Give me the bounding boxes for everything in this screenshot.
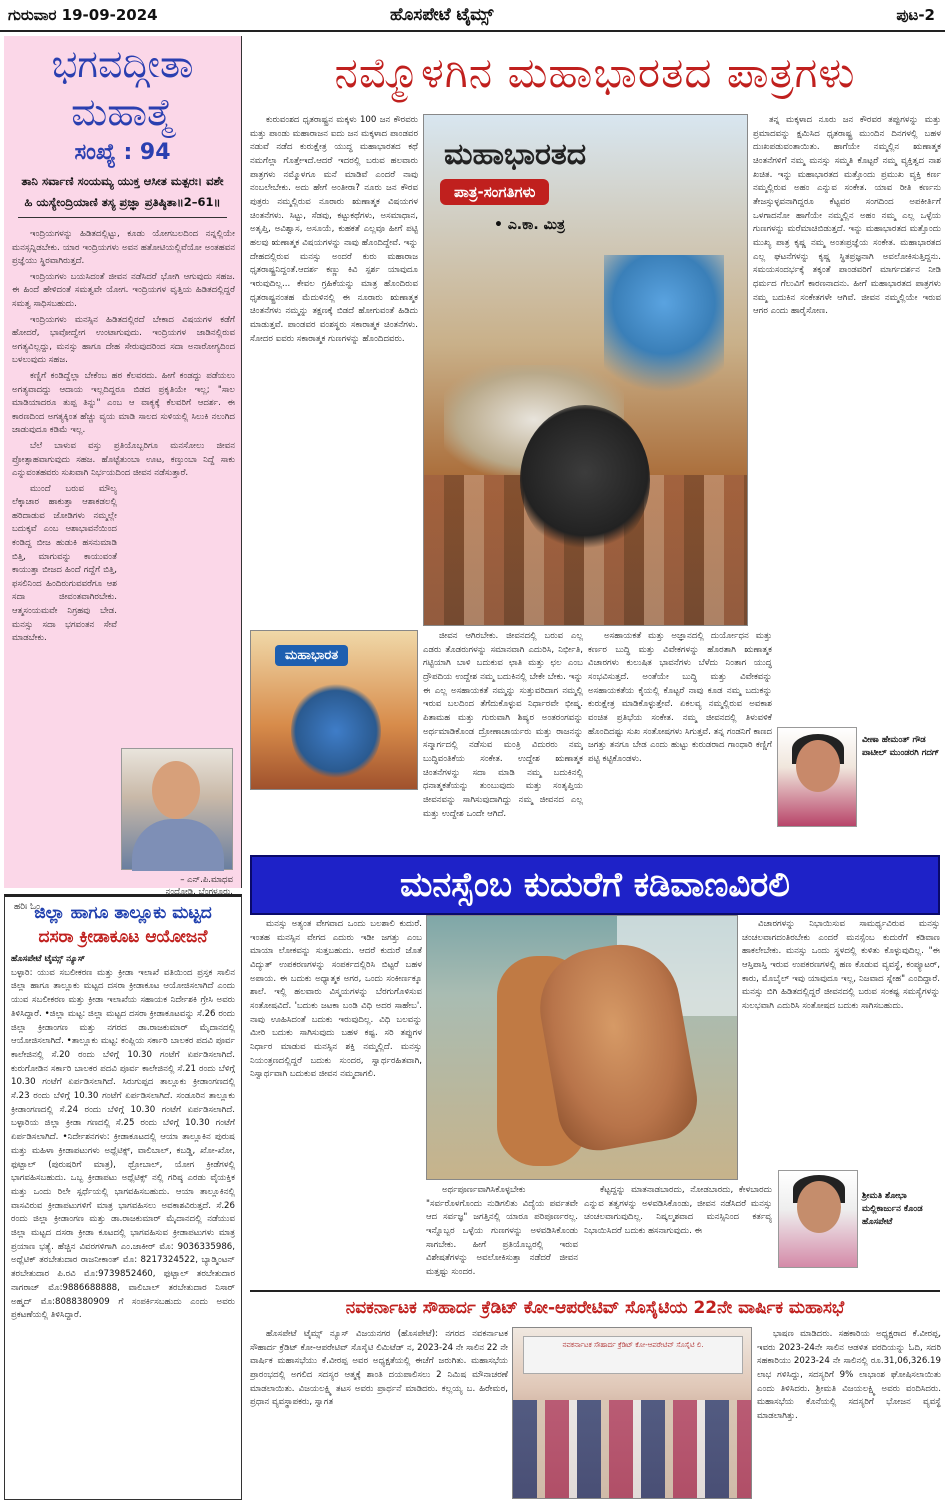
dasara-headline-line1: ಜಿಲ್ಲಾ ಹಾಗೂ ತಾಲ್ಲೂಕು ಮಟ್ಟದ: [34, 903, 212, 923]
article3-headline: ನವಕರ್ನಾಟಕ ಸೌಹಾರ್ದ ಕ್ರೆಡಿಟ್ ಕೋ-ಆಪರೇಟಿವ್ ಸೊಸೈಟಿಯ 22ನೇ ವಾರ್ಷಿಕ ಮಹಾಸಭೆ: [250, 1290, 940, 1322]
author-name-veena: ವೀಣಾ ಹೇಮಂತ್ ಗೌಡ ಪಾಟೀಲ್ ಮುಂಡರಗಿ ಗದಗ್: [862, 735, 940, 758]
book-author: • ಎ.ಕಾ. ಮಿತ್ರ: [494, 217, 565, 233]
dasara-article: [4, 894, 242, 1500]
gita-paragraph: ಇಂದ್ರಿಯಗಳು ಮನಸ್ಸಿನ ಹಿಡಿತದಲ್ಲಿರದೆ ಬೇಕಾದ ವಿಷಯಗಳ ಕಡೆಗೆ ಹೋದರೆ, ಭಾವೋದ್ವೇಗ ಉಂಟಾಗುವುದು. ಇಂದ್ರಿಯಗಳ ಜಾಡಿನಲ್ಲಿರುವ ಅಗತ್ಯವಿಲ್ಲದ್ದು, ಮನಸ್ಸು ಹಾಗೂ ದೇಹ ಸೇರುವುದರಿಂದ ಸದಾ ಅನಾರೋಗ್ಯದಿಂದ ಬಳಲುವುದು ಸಹಜ.: [12, 314, 235, 366]
article1-col1-text: ಕುರುವಂಶದ ಧೃತರಾಷ್ಟ್ರನ ಮಕ್ಕಳು 100 ಜನ ಕೌರವರು ಮತ್ತು ಪಾಂಡು ಮಹಾರಾಜನ ಐದು ಜನ ಮಕ್ಕಳಾದ ಪಾಂಡವರ ನಡುವೆ ನಡೆದ ಕುರುಕ್ಷೇತ್ರ ಯುದ್ಧ ಮಹಾಭಾರತದ ಕಥೆ ನಮಗೆಲ್ಲಾ ಗೊತ್ತೇಇದೆ.ಆದರೆ ಇದರಲ್ಲಿ ಬರುವ ಹಲವಾರು ಪಾತ್ರಗಳು ನಮ್ಮೊಳಗೂ ಮನೆ ಮಾಡಿವೆ ಎಂದರೆ ನಾವು ನಂಬಲೇಬೇಕು. ಅದು ಹೇಗೆ ಅಂತೀರಾ? ನೂರು ಜನ ಕೌರವ ಪುತ್ರರು ನಮ್ಮಲ್ಲಿರುವ ನೂರಾರು ಋಣಾತ್ಮಕ ವಿಷಯಗಳ ಚಿಂತನೆಗಳು. ಸಿಟ್ಟು, ಸೆಡವು, ಕಟ್ಟುಕಥೆಗಳು, ಅಸಮಾಧಾನ, ಅತೃಪ್ತಿ, ಅವಿಶ್ವಾಸ, ಅಸೂಯೆ, ಕುಹಕತೆ ಎಲ್ಲವೂ ಹೀಗೆ ಪಟ್ಟಿ ಹಲವು ಋಣಾತ್ಮಕ ವಿಷಯಗಳನ್ನು ನಾವು ಹೊಂದಿದ್ದೇವೆ. ಇನ್ನು ದೇಹದಲ್ಲಿರುವ ಮನಸ್ಸು ಅಂದರೆ ಕುರು ಮಹಾರಾಜ ಧೃತರಾಷ್ಟ್ರನಿದ್ದಂತೆ.ಆದರ್ಶ ಕಣ್ಣು ಕಿವಿ ಸ್ಪರ್ಶ ಯಾವುದೂ ಇರುವುದಿಲ್ಲ... ಕೇವಲ ಗ್ರಹಿಕೆಯನ್ನು ಮಾತ್ರ ಹೊಂದಿರುವ ಧೃತರಾಷ್ಟ್ರನಂತಹ ಮೆದುಳಿನಲ್ಲಿ ಈ ನೂರಾರು ಋಣಾತ್ಮಕ ಚಿಂತನೆಗಳು ನಮ್ಮನ್ನು ತಕ್ಷಣಕ್ಕೆ ಬಿಡದೆ ಹೋಗುವಂತೆ ಹಿಡಿದು ಮಾಡುತ್ತವೆ. ಪಾಂಡವರ ವಂಶಸ್ಥರು ಸಕಾರಾತ್ಮಕ ಚಿಂತನೆಗಳು. ಸೋದರ ಐವರು ಸಕಾರಾತ್ಮಕ ಗುಣಗಳನ್ನು ಹೊಂದಿದವರು.: [250, 115, 418, 344]
article2-col2: [742, 918, 940, 1168]
gita-title-line1: ಭಗವದ್ಗೀತಾ: [51, 42, 194, 86]
article2-col4: [584, 1184, 772, 1286]
horse-image: [426, 915, 738, 1180]
newspaper-name: ಹೊಸಪೇಟೆ ಟೈಮ್ಸ್: [390, 5, 494, 25]
article1-col2: [753, 114, 941, 724]
article2-headline: ಮನಸ್ಸೆಂಬ ಕುದುರೆಗೆ ಕಡಿವಾಣವಿರಲಿ: [250, 855, 940, 915]
gita-title-line2: ಮಹಾತ್ಮೆ: [71, 90, 174, 134]
article1-col3-text: ಜೀವನ ಆಗಿರಬೇಕು. ಜೀವನದಲ್ಲಿ ಬರುವ ಎಲ್ಲ ಎಡರು ತೊಡರುಗಳನ್ನು ಸಮಾನವಾಗಿ ಎದುರಿಸಿ, ನಿರ್ಭೀತಿ, ಗಟ್ಟಿಯಾಗಿ ಬಾಳಿ ಬದುಕುವ ಛಾತಿ ಮತ್ತು ಛಲ ಎಂಬ ದ್ರೌಪದಿಯ ಉದ್ದೇಶ ನಮ್ಮ ಬದುಕಿನಲ್ಲಿ ಬೇಕೇ ಬೇಕು. ಇನ್ನು ಈ ಎಲ್ಲ ಅಸಹಾಯಕತೆ ನಮ್ಮನ್ನು ಸುತ್ತುವರಿದಾಗ ನಮ್ಮಲ್ಲಿ ಇರುವ ಬಲದಿಂದ ತೆಗೆದುಕೊಳ್ಳುವ ನಿರ್ಧಾರವೇ ಭೀಷ್ಮ. ಪಿತಾಮಹ ಮತ್ತು ಗುರುವಾಗಿ ಶಿಷ್ಯರ ಅಂತರಂಗವನ್ನು ಅರ್ಥಮಾಡಿಕೊಂಡ ದ್ರೋಣಾಚಾರ್ಯರು ಮತ್ತು ರಾಜನನ್ನು ಸನ್ಮಾರ್ಗದಲ್ಲಿ ನಡೆಸುವ ಮಂತ್ರಿ ವಿದುರರು ನಮ್ಮ ಬುದ್ಧಿವಂತಿಕೆಯ ಸಂಕೇತ. ಉದ್ದೇಶ ಋಣಾತ್ಮಕ ಚಿಂತನೆಗಳನ್ನು ಸದಾ ಮಾಡಿ ನಮ್ಮ ಬದುಕಿನಲ್ಲಿ ಧನಾತ್ಮಕತೆಯನ್ನು ತುಂಬುವುದು ಮತ್ತು ಸಂತೃಪ್ತಿಯ ಜೀವನವನ್ನು ಸಾಗಿಸುವುದಾಗಿದ್ದು ನಮ್ಮ ಜೀವನದ ಎಲ್ಲ ಮತ್ತು ಉದ್ದೇಶ ಒಂದೇ ಆಗಿದೆ.: [423, 631, 583, 819]
article1-col2-text: ತನ್ನ ಮಕ್ಕಳಾದ ನೂರು ಜನ ಕೌರವರ ತಪ್ಪುಗಳನ್ನು ಮತ್ತು ಪ್ರಮಾದವನ್ನು ಕ್ಷಮಿಸಿದ ಧೃತರಾಷ್ಟ್ರ ಮುಂದಿನ ದಿನಗಳಲ್ಲಿ ಬಹಳ ದುಃಖಪಡುವಂತಾಯಿತು. ಹಾಗೆಯೇ ನಮ್ಮಲ್ಲಿನ ಋಣಾತ್ಮಕ ಚಿಂತನೆಗಳಿಗೆ ನಮ್ಮ ಮನಸ್ಸು ಸಮ್ಮತಿ ಕೊಟ್ಟರೆ ನಮ್ಮ ವ್ಯಕ್ತಿತ್ವದ ನಾಶ ಖಚಿತ. ಇನ್ನು ಮಹಾಭಾರತದ ಮತ್ತೊಂದು ಪ್ರಮುಖ ವ್ಯಕ್ತಿ ಕರ್ಣ ನಮ್ಮಲ್ಲಿರುವ ಅಹಂ ಎನ್ನುವ ಸಂಕೇತ. ಯಾವ ರೀತಿ ಕರ್ಣನು ತೇಜಸ್ಸುಳ್ಳವನಾಗಿದ್ದರೂ ಕೆಟ್ಟವರ ಸಂಗದಿಂದ ಅಪಕೀರ್ತಿಗೆ ಒಳಗಾದನೋ ಹಾಗೆಯೇ ನಮ್ಮಲ್ಲಿನ ಅಹಂ ನಮ್ಮ ಎಲ್ಲ ಒಳ್ಳೆಯ ಗುಣಗಳನ್ನು ಮರೆಮಾಚಿಬಿಡುತ್ತದೆ. ಇನ್ನು ಮಹಾಭಾರತದ ಮತ್ತೊಂದು ಮುಖ್ಯ ಪಾತ್ರ ಕೃಷ್ಣ ನಮ್ಮ ಅಂತಃಪ್ರಜ್ಞೆಯ ಸಂಕೇತ. ಮಹಾಭಾರತದ ಎಲ್ಲ ಘಟನೆಗಳನ್ನು ಕೃಷ್ಣ ಸ್ಥಿತಪ್ರಜ್ಞನಾಗಿ ಅವಲೋಕಿಸುತ್ತಿದ್ದನು. ಸಮಯಸಂದರ್ಭಕ್ಕೆ ತಕ್ಕಂತೆ ಪಾಂಡವರಿಗೆ ಮಾರ್ಗದರ್ಶನ ನೀಡಿ ಧರ್ಮದ ಗೆಲುವಿಗೆ ಕಾರಣನಾದನು. ಹೀಗೆ ಮಹಾಭಾರತದ ಪಾತ್ರಗಳು ನಮ್ಮ ಬದುಕಿನ ಸಂಕೇತಗಳೇ ಆಗಿವೆ. ಜೀವನ ನಮ್ಮಲ್ಲಿಯೇ ಇರುವ ಆಗರ ಎಂದು ಹಾರೈಸೋಣ.: [753, 115, 941, 317]
gita-verse: ತಾನಿ ಸರ್ವಾಣಿ ಸಂಯಮ್ಯ ಯುಕ್ತ ಆಸೀತ ಮತ್ಪರಃ। ವಶೇ ಹಿ ಯಸ್ಯೇಂದ್ರಿಯಾಣಿ ತಸ್ಯ ಪ್ರಜ್ಞಾ ಪ್ರತಿಷ್ಠಿತಾ॥2–61॥: [18, 171, 227, 218]
author-photo: [121, 748, 233, 870]
article1-col1: [250, 114, 418, 626]
meeting-banner-text: ನವಕರ್ನಾಟಕ ಸೌಹಾರ್ದ ಕ್ರೆಡಿಟ್ ಕೋ-ಆಪರೇಟಿವ್ ಸೊಸೈಟಿ ಲಿ.: [523, 1336, 743, 1374]
article2-col4-text: ಕೆಟ್ಟದ್ದನ್ನು ಮಾತನಾಡಬಾರದು, ನೋಡಬಾರದು, ಕೇಳಬಾರದು ಎನ್ನುವ ತತ್ವಗಳನ್ನು ಅಳವಡಿಸಿಕೊಂಡು, ಜೀವನ ನಡೆಸಿದರೆ ಮನಸ್ಸು ಚಂಚಲವಾಗುವುದಿಲ್ಲ. ನಿಷ್ಕಲ್ಮಶವಾದ ಮನಸ್ಸಿನಿಂದ ಕರ್ತವ್ಯ ನಿಭಾಯಿಸಿದರೆ ಬದುಕು ಹಸನಾಗುವುದು. ಈ: [584, 1185, 772, 1236]
article3-col2: [757, 1328, 941, 1500]
gita-body: [4, 224, 241, 646]
gita-paragraph: ಇಂದ್ರಿಯಗಳನ್ನು ಹಿಡಿತದಲ್ಲಿಟ್ಟು, ಕೂಡು ಯೋಗಬಲದಿಂದ ನನ್ನಲ್ಲಿಯೇ ಮನಸ್ಸನ್ನಿಡಬೇಕು. ಯಾರ ಇಂದ್ರಿಯಗಳು ಅವನ ಹತೋಟಿಯಲ್ಲಿವೆಯೋ ಅಂತಹವನ ಪ್ರಜ್ಞೆಯು ಸ್ಥಿರವಾಗಿರುತ್ತದೆ.: [12, 229, 235, 267]
mahabharata-image-label: ಮಹಾಭಾರತ: [275, 645, 348, 666]
article1-headline: ನಮ್ಮೊಳಗಿನ ಮಹಾಭಾರತದ ಪಾತ್ರಗಳು: [334, 48, 856, 97]
article1-col4-text: ಅಸಹಾಯಕತೆ ಮತ್ತು ಅಜ್ಞಾನದಲ್ಲಿ ದುರ್ಯೋಧನ ಮತ್ತು ಕರ್ಣರ ಬುದ್ಧಿ ಮತ್ತು ವಿವೇಕಗಳನ್ನು ಹೊರತಾಗಿ ಋಣಾತ್ಮಕ ವಿಚಾರಗಳು ಕುಲುಷಿತ ಭಾವನೆಗಳು ಬೆಳೆದು ನಿಂತಾಗ ಯುದ್ಧ ಸಂಭವಿಸುತ್ತದೆ. ಅಂತೆಯೇ ಬುದ್ಧಿ ಮತ್ತು ವಿವೇಕವನ್ನು ಅಸಹಾಯಕತೆಯ ಕೈಯಲ್ಲಿ ಕೊಟ್ಟರೆ ನಾವು ಕೂಡ ನಮ್ಮ ಬದುಕನ್ನು ಕುರುಕ್ಷೇತ್ರ ಮಾಡಿಕೊಳ್ಳುತ್ತೇವೆ. ಏಕಲವ್ಯ ನಮ್ಮಲ್ಲಿರುವ ಅವಕಾಶ ವಂಚಿತ ಪ್ರತಿಭೆಯ ಸಂಕೇತ. ನಮ್ಮ ಜೀವನದಲ್ಲಿ ತಿಳುವಳಿಕೆ ಹೊಂದಿದಷ್ಟು ಸುಖ ಸಂತೋಷಗಳು ಸಿಗುತ್ತವೆ. ತನ್ನ ಗಂಡನಿಗೆ ಕಾಣದ ಜಗತ್ತು ತನಗೂ ಬೇಡ ಎಂದು ಹುಟ್ಟು ಕುರುಡರಾದ ಗಾಂಧಾರಿ ಕಣ್ಣಿಗೆ ಪಟ್ಟಿ ಕಟ್ಟಿಕೊಂಡಳು.: [588, 631, 772, 764]
dasara-body: [5, 949, 241, 1327]
page-number: ಪುಟ-2: [896, 6, 935, 24]
gita-hari: ಹರಿಃ ಓಂ: [14, 902, 41, 912]
meeting-photo: [512, 1327, 752, 1499]
page-header: [0, 0, 945, 32]
book-title: ಮಹಾಭಾರತದ: [444, 137, 587, 172]
dasara-headline-line2: ದಸರಾ ಕ್ರೀಡಾಕೂಟ ಆಯೋಜನೆ: [38, 927, 208, 947]
header-date: ಗುರುವಾರ 19-09-2024: [8, 6, 158, 24]
author-photo-veena: [777, 727, 857, 827]
article2-col3-text: ಅರ್ಥಪೂರ್ಣವಾಗಿಸಿಕೊಳ್ಳಬೇಕು "ಸರ್ವರೊಳಗೊಂದು ನುಡಿಗಲಿತು ವಿದ್ಯೆಯ ಪರ್ವತವೇ ಆದ ಸರ್ವಜ್ಞ" ಜಗತ್ತಿನಲ್ಲಿ ಯಾರೂ ಪರಿಪೂರ್ಣರಲ್ಲ. ಇನ್ನೊಬ್ಬರ ಒಳ್ಳೆಯ ಗುಣಗಳನ್ನು ಅಳವಡಿಸಿಕೊಂಡು ಸಾಗಬೇಕು. ಹೀಗೆ ಪ್ರತಿಯೊಬ್ಬರಲ್ಲಿ ಇರುವ ವಿಶೇಷತೆಗಳನ್ನು ಅವಲೋಕಿಸುತ್ತಾ ನಡೆದರೆ ಜೀವನ ಮತ್ತಷ್ಟು ಸುಂದರ.: [426, 1185, 578, 1277]
author-name-shobha: ಶ್ರೀಮತಿ ಶೋಭಾ ಮಲ್ಲಿಕಾರ್ಜುನ ಕೊಂಡ ಹೊಸಪೇಟೆ: [862, 1191, 923, 1227]
gita-paragraph: ಕಣ್ಣಿಗೆ ಕಂಡಿದ್ದೆಲ್ಲಾ ಬೇಕೆಂಬ ಹಠ ಕೆಲವರದು. ಹೀಗೆ ಕಂಡದ್ದು ಪಡೆಯಲು ಅಗತ್ಯವಾದದ್ದು ಆದಾಯ ಇಲ್ಲದಿದ್ದರೂ ಬಿಡದ ಪ್ರಕೃತಿಯೇ ಇಲ್ಲ; "ಸಾಲ ಮಾಡಿಯಾದರೂ ತುಪ್ಪ ತಿನ್ನು" ಎಂಬ ಆ ವಾಕ್ಯಕ್ಕೆ ಕೆಲವರಿಗೆ ಆದರ್ಶ. ಈ ಕಾರಣದಿಂದ ಅಗತ್ಯಕ್ಕಿಂತ ಹೆಚ್ಚು ವ್ಯಯ ಮಾಡಿ ಸಾಲದ ಸುಳಿಯಲ್ಲಿ ಸಿಲುಕಿ ನಲುಗಿದ ಜಾಡುವುದೂ ಕಡಿಮೆ ಇಲ್ಲ.: [12, 370, 235, 436]
gita-paragraph: ಬೆಲೆ ಬಾಳುವ ವಸ್ತು ಪ್ರತಿಯೊಬ್ಬರಿಗೂ ಮನಸೋಲು ಜೀವನ ಪ್ರೋತ್ಸಾಹವಾಗುವುದು ಸಹಜ. ಹೊಟ್ಟೆತುಂಬಾ ಊಟ, ಕಣ್ತುಂಬಾ ನಿದ್ದೆ ಸಾಕು ಎನ್ನುವಂತಹವರು ಸುಖವಾಗಿ ನಿರ್ಭಯದಿಂದ ಜೀವನ ನಡೆಸುತ್ತಾರೆ.: [12, 440, 235, 479]
dasara-text: ಬಳ್ಳಾರಿ: ಯುವ ಸಬಲೀಕರಣ ಮತ್ತು ಕ್ರೀಡಾ ಇಲಾಖೆ ವತಿಯಿಂದ ಪ್ರಸ್ತಕ ಸಾಲಿನ ಜಿಲ್ಲಾ ಹಾಗೂ ತಾಲ್ಲೂಕು ಮಟ್ಟದ ದಸರಾ ಕ್ರೀಡಾಕೂಟ ಆಯೋಜಿಸಲಾಗಿದೆ ಎಂದು ಯುವ ಸಬಲೀಕರಣ ಮತ್ತು ಕ್ರೀಡಾ ಇಲಾಖೆಯ ಸಹಾಯಕ ನಿರ್ದೇಶಕಿ ಗ್ರೇಸಿ ಅವರು ತಿಳಿಸಿದ್ದಾರೆ. •ಜಿಲ್ಲಾ ಮಟ್ಟ: ಜಿಲ್ಲಾ ಮಟ್ಟದ ದಸರಾ ಕ್ರೀಡಾಕೂಟವನ್ನು ಸೆ.26 ರಂದು ಜಿಲ್ಲಾ ಕ್ರೀಡಾಂಗಣ ಮತ್ತು ನಗರದ ಡಾ.ರಾಜಕುಮಾರ್ ಮೈದಾನದಲ್ಲಿ ಆಯೋಜಿಸಲಾಗಿದೆ. •ತಾಲ್ಲೂಕು ಮಟ್ಟ: ಕಂಪ್ಲಿಯ ಸರ್ಕಾರಿ ಬಾಲಕರ ಪದವಿ ಪೂರ್ವ ಕಾಲೇಜಿನಲ್ಲಿ ಸೆ.20 ರಂದು ಬೆಳಿಗ್ಗೆ 10.30 ಗಂಟೆಗೆ ಏರ್ಪಡಿಸಲಾಗಿದೆ. ಕುರುಗೋಡಿನ ಸರ್ಕಾರಿ ಬಾಲಕರ ಪದವಿ ಪೂರ್ವ ಕಾಲೇಜಿನಲ್ಲಿ ಸೆ.21 ರಂದು ಬೆಳಿಗ್ಗೆ 10.30 ಗಂಟೆಗೆ ಏರ್ಪಡಿಸಲಾಗಿದೆ. ಸಿರುಗುಪ್ಪದ ತಾಲ್ಲೂಕು ಕ್ರೀಡಾಂಗಣದಲ್ಲಿ ಸೆ.23 ರಂದು ಬೆಳಿಗ್ಗೆ 10.30 ಗಂಟೆಗೆ ಏರ್ಪಡಿಸಲಾಗಿದೆ. ಸಂಡೂರಿನ ತಾಲ್ಲೂಕು ಕ್ರೀಡಾಂಗಣದಲ್ಲಿ ಸೆ.24 ರಂದು ಬೆಳಿಗ್ಗೆ 10.30 ಗಂಟೆಗೆ ಏರ್ಪಡಿಸಲಾಗಿದೆ. ಬಳ್ಳಾರಿಯ ಜಿಲ್ಲಾ ಕ್ರೀಡಾ ಗಣದಲ್ಲಿ ಸೆ.25 ರಂದು ಬೆಳಿಗ್ಗೆ 10.30 ಗಂಟೆಗೆ ಏರ್ಪಡಿಸಲಾಗಿದೆ. •ನಿರ್ದೇಶನಗಳು: ಕ್ರೀಡಾಕೂಟದಲ್ಲಿ ಆಯಾ ತಾಲ್ಲೂಕಿನ ಪುರುಷ ಮತ್ತು ಮಹಿಳಾ ಕ್ರೀಡಾಪಟುಗಳು ಅಥ್ಲೆಟಿಕ್ಸ್, ವಾಲಿಬಾಲ್, ಕಬಡ್ಡಿ, ಖೋ-ಖೋ, ಫುಟ್ಬಾಲ್ (ಪುರುಷರಿಗೆ ಮಾತ್ರ), ಥ್ರೋಬಾಲ್, ಯೋಗ ಕ್ರೀಡೆಗಳಲ್ಲಿ ಭಾಗವಹಿಸಬಹುದು. ಒಬ್ಬ ಕ್ರೀಡಾಪಟು ಅಥ್ಲೆಟಿಕ್ಸ್ ನಲ್ಲಿ ಗರಿಷ್ಠ ಎರಡು ವೈಯಕ್ತಿಕ ಮತ್ತು ಒಂದು ರಿಲೇ ಸ್ಪರ್ಧೆಯಲ್ಲಿ ಭಾಗವಹಿಸಬಹುದು. ಆಯಾ ತಾಲ್ಲೂಕಿನಲ್ಲಿ ವಾಸವಿರುವ ಕ್ರೀಡಾಪಟುಗಳಿಗೆ ಮಾತ್ರ ಭಾಗವಹಿಸಲು ಅವಕಾಶವಿರುತ್ತದೆ. ಸೆ.26 ರಂದು ಜಿಲ್ಲಾ ಕ್ರೀಡಾಂಗಣ ಮತ್ತು ಡಾ.ರಾಜಕುಮಾರ್ ಮೈದಾನದಲ್ಲಿ ನಡೆಯುವ ಜಿಲ್ಲಾ ಮಟ್ಟದ ದಸರಾ ಕ್ರೀಡಾ ಕೂಟದಲ್ಲಿ ಭಾಗವಹಿಸುವ ಕ್ರೀಡಾಪಟುಗಳು ಮಾತ್ರ ಪ್ರಯಾಣ ಭತ್ಯೆ. ಹೆಚ್ಚಿನ ವಿವರಗಳಿಗಾಗಿ ಎಂ.ಜಾಕೀರ್ ಮೊ: 9036335986, ಅಥ್ಲೆಟಿಕ್ ತರಬೇತುದಾರ ರಾಜನೀಕಾಂತ್ ಮೊ: 8217324522, ಬ್ಯಾಡ್ಮಿಂಟನ್ ತರಬೇತುದಾರ ಪಿ.ರವಿ ಮೊ:9739852460, ಫುಟ್ಬಾಲ್ ತರಬೇತುದಾರ ನಾಗರಾಜ್ ಮೊ:9886688888, ವಾಲಿಬಾಲ್ ತರಬೇತುದಾರ ನಿಸಾರ್ ಅಹ್ಮದ್ ಮೊ:8088380909 ಗೆ ಸಂಪರ್ಕಿಸಬಹುದು ಎಂದು ಅವರು ಪ್ರಕಟಣೆಯಲ್ಲಿ ತಿಳಿಸಿದ್ದಾರೆ.: [11, 967, 235, 1321]
gita-paragraph: ಮುಂದೆ ಬರುವ ಮೌಲ್ಯ ಲೆಕ್ಕಾಚಾರ ಹಾಕುತ್ತಾ ಆಶಾಕಡಲಲ್ಲಿ ಹರಿದಾಡುವ ಜೋಡಿಗಳು ನಮ್ಮಲ್ಲೇ ಬದುಕ್ಕವೆ ಎಂಬ ಆಶಾಭಾವನೆಯಿಂದ ಕಂಡಿದ್ದ ಬೀಜ ಹುಡುಕಿ ಹಸನುಮಾಡಿ ಬಿತ್ತಿ, ಮಾಗುವನ್ನು ಕಾಯುವಂತೆ ಕಾಯುತ್ತಾ ಬೀಜದ ಹಿಂದೆ ಗದ್ದೆಗೆ ಬಿತ್ತಿ, ಫಸಲಿನಿಂದ ಹಿಂದಿರುಗುವವರೆಗೂ ಆಶ ಸದಾ ಜೀವಂತವಾಗಿರಬೇಕು. ಆತ್ಮಸಂಯಮವೇ ನಿಗ್ರಹವು ಬೇಡ. ಮನಸ್ಸು ಸದಾ ಭಗವಂತನ ಸೇವೆ ಮಾಡಬೇಕು.: [12, 483, 117, 644]
author-photo-shobha: [778, 1170, 858, 1268]
dasara-headline: [5, 901, 241, 949]
dasara-dateline: ಹೊಸಪೇಟೆ ಟೈಮ್ಸ್ ನ್ಯೂಸ್: [11, 954, 86, 964]
article3-col1-text: ಹೊಸಪೇಟೆ ಟೈಮ್ಸ್ ನ್ಯೂಸ್ ವಿಜಯನಗರ (ಹೊಸಪೇಟೆ): ನಗರದ ನವಕರ್ನಾಟಕ ಸೌಹಾರ್ದ ಕ್ರೆಡಿಟ್ ಕೋ-ಆಪರೇಟಿವ್ ಸೊಸೈಟಿ ಲಿಮಿಟೆಡ್ ನ, 2023-24 ನೇ ಸಾಲಿನ 22 ನೇ ವಾರ್ಷಿಕ ಮಹಾಸಭೆಯು ಕೆ.ವೀರಪ್ಪ ಅವರ ಅಧ್ಯಕ್ಷತೆಯಲ್ಲಿ ಈಚೆಗೆ ಜರುಗಿತು. ಮಹಾಸಭೆಯ ಪ್ರಾರಂಭದಲ್ಲಿ ಅಗಲಿದ ಸದಸ್ಯರ ಆತ್ಮಕ್ಕೆ ಶಾಂತಿ ದಯಪಾಲಿಸಲು 2 ನಿಮಿಷ ಮೌನಾಚರಣೆ ಮಾಡಲಾಯಿತು. ವಿಜಯಲಕ್ಷ್ಮಿ ತಟಸ ಅವರು ಪ್ರಾರ್ಥನೆ ಮಾಡಿದರು. ಕಲ್ಲಯ್ಯ ಬ. ಹಿರೇಮಠ, ಪ್ರಧಾನ ವ್ಯವಸ್ಥಾಪಕರು, ಸ್ವಾಗತ: [250, 1329, 508, 1408]
gita-author-sign: – ಎನ್.ಪಿ.ಮಾಧವ ನಂದೋಡಿ, ಬೆಂಗಳೂರು.: [165, 875, 233, 897]
book-cover-image: [423, 114, 748, 626]
article3-col2-text: ಭಾಷಣ ಮಾಡಿದರು. ಸಹಕಾರಿಯ ಅಧ್ಯಕ್ಷರಾದ ಕೆ.ವೀರಪ್ಪ, ಇವರು 2023-24ನೇ ಸಾಲಿನ ಆಡಳಿತ ವರದಿಯನ್ನು ಓದಿ, ಸದರಿ ಸಹಕಾರಿಯು 2023-24 ನೇ ಸಾಲಿನಲ್ಲಿ ರೂ.31,06,326.19 ಲಾಭ ಗಳಿಸಿದ್ದು, ಸದಸ್ಯರಿಗೆ 9% ಲಾಭಾಂಶ ಘೋಷಿಸಲಾಯಿತು ಎಂದು ತಿಳಿಸಿದರು. ಶ್ರೀಮತಿ ವಿಜಯಲಕ್ಷ್ಮಿ ಅವರು ವಂದಿಸಿದರು. ಮಹಾಸಭೆಯ ಕೊನೆಯಲ್ಲಿ ಸದಸ್ಯರಿಗೆ ಭೋಜನ ವ್ಯವಸ್ಥೆ ಮಾಡಲಾಗಿತ್ತು.: [757, 1329, 941, 1421]
gita-number: ಸಂಖ್ಯೆ : 94: [74, 140, 171, 165]
article3-col1: [250, 1328, 508, 1500]
book-subtitle: ಪಾತ್ರ-ಸಂಗತಿಗಳು: [440, 179, 549, 205]
article1-col4: [588, 630, 772, 852]
mahabharata-image: [250, 630, 418, 790]
article2-col1: [250, 918, 422, 1286]
article2-col3: [426, 1184, 578, 1286]
article2-col2-text: ವಿಚಾರಗಳನ್ನು ನಿಭಾಯಿಸುವ ಸಾಮರ್ಥ್ಯವಿರುವ ಮನಸ್ಸು ಚಂಚಲವಾಗದಂತಿರಬೇಕು ಎಂದರೆ ಮನಸ್ಸೆಂಬ ಕುದುರೆಗೆ ಕಡಿವಾಣ ಹಾಕಲೇಬೇಕು. ಮನಸ್ಸು ಒಂದು ಸ್ಥಳದಲ್ಲಿ ಕುಳಿತು ಕೊಳ್ಳುವುದಿಲ್ಲ. "ಈ ಆಸ್ತಿಪಾಸ್ತಿ ಇರುವ ಉಪಕರಣಗಳಲ್ಲಿ ಹಣ ಕೊಡುವ ವ್ಯವಸ್ಥೆ, ಕಂಪ್ಯೂಟರ್, ಕಾರು, ಮೊಬೈಲ್ ಇವು ಯಾವುದೂ ಇಲ್ಲ, ನಿಜವಾದ ಸ್ನೇಹ" ಎಂದಿದ್ದಾರೆ. ಮನಸ್ಸು ಬಿಗಿ ಹಿಡಿತದಲ್ಲಿದ್ದರೆ ಜೀವನದಲ್ಲಿ ಬರುವ ಸಂಕಷ್ಟ ಸಮಸ್ಯೆಗಳನ್ನು ಸುಲಭವಾಗಿ ಎದುರಿಸಿ ಸಂತೋಷದ ಬದುಕು ಸಾಗಿಸಬಹುದು.: [742, 919, 940, 1011]
gita-title: [4, 40, 241, 136]
gita-column: [4, 36, 242, 912]
article2-col1-text: ಮನಸ್ಸು ಅತ್ಯಂತ ವೇಗವಾದ ಒಂದು ಬಲಶಾಲಿ ಕುದುರೆ. ಇಂತಹ ಮನಸ್ಸಿನ ವೇಗದ ಎದುರು ಇಡೀ ಜಗತ್ತು ಎಂಬ ಮಾಯಾ ಲೋಕವನ್ನು ಸುತ್ತಬಹುದು. ಆದರೆ ಕುದುರೆ ಜೊತೆ ವಿದ್ಯುತ್ ಉಪಕರಣಗಳನ್ನು ಸಂಪರ್ಕದಲ್ಲಿರಿಸಿ ಬಿಟ್ಟರೆ ಬಹಳ ಅಪಾಯ. ಈ ಬದುಕು ಅಧ್ಯಾತ್ಮಕ ಅಗರ, ಒಂದು ಸಂಕೀರ್ಣಕ್ಕೂ ಶಾಲೆ. ಇಲ್ಲಿ ಹಲವಾರು ವಿಸ್ಮಯಗಳನ್ನು ಬೆರಗುಗೊಳಿಸುವ ಸಂತೋಷವಿದೆ. 'ಬದುಕು ಜಟಕಾ ಬಂಡಿ ವಿಧಿ ಅದರ ಸಾಹೇಬ'. ನಾವು ಊಹಿಸಿದಂತೆ ಬದುಕು ಇರುವುದಿಲ್ಲ. ವಿಧಿ ಬಲವನ್ನು ಮೀರಿ ಬದುಕು ಸಾಗಿಸುವುದು ಬಹಳ ಕಷ್ಟ. ಸರಿ ತಪ್ಪುಗಳ ನಿರ್ಧಾರ ಮಾಡುವ ಮನಸ್ಸಿನ ಶಕ್ತಿ ನಮ್ಮಲ್ಲಿದೆ. ಮನಸ್ಸು ನಿಯಂತ್ರಣದಲ್ಲಿದ್ದರೆ ಬದುಕು ಸುಂದರ, ಸ್ವಾರ್ಥರಹಿತವಾಗಿ, ನಿಸ್ವಾರ್ಥವಾಗಿ ಬದುಕುವ ಜೀವನ ನಮ್ಮದಾಗಲಿ.: [250, 919, 422, 1080]
article1-col3: [423, 630, 583, 852]
gita-paragraph: ಇಂದ್ರಿಯಗಳು ಬಯಸಿದಂತೆ ಜೀವನ ನಡೆಸಿದರೆ ಭೋಗಿ ಆಗುವುದು ಸಹಜ. ಈ ಹಿಂದೆ ಹೇಳಿದಂತೆ ಸಮತ್ವವೇ ಯೋಗ. ಇಂದ್ರಿಯಗಳ ವೃತ್ತಿಯ ಹಿಡಿತದಲ್ಲಿದ್ದರೆ ಸಮತ್ವ ಸಾಧಿಸಬಹುದು.: [12, 271, 235, 309]
